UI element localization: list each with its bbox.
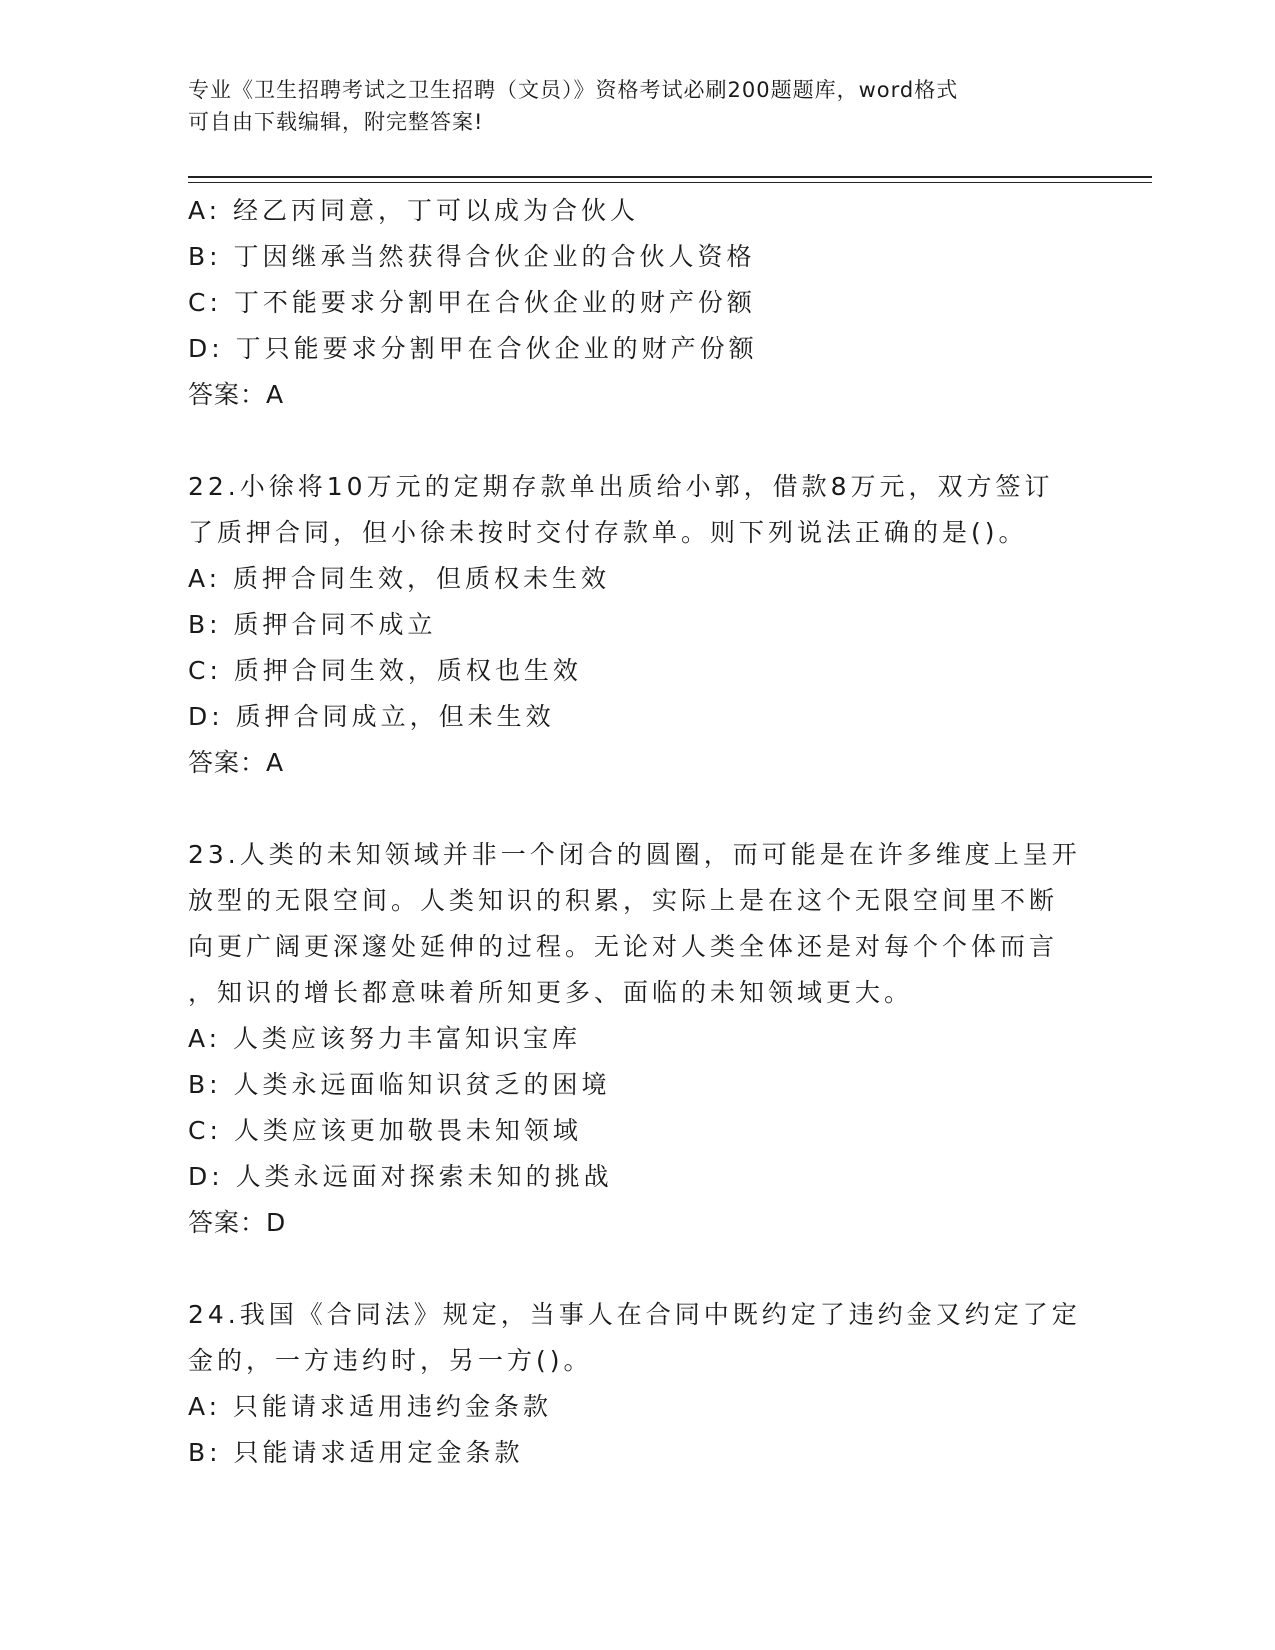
option-b: B: 丁因继承当然获得合伙企业的合伙人资格	[188, 242, 756, 271]
option-d: D: 人类永远面对探索未知的挑战	[188, 1162, 613, 1191]
document-header: 专业《卫生招聘考试之卫生招聘（文员）》资格考试必刷200题题库，word格式 可自由下载编辑，附完整答案!	[188, 78, 959, 134]
answer: 答案：A	[188, 380, 285, 409]
option-b: B: 只能请求适用定金条款	[188, 1438, 524, 1467]
option-d: D: 丁只能要求分割甲在合伙企业的财产份额	[188, 334, 758, 363]
option-b: B: 质押合同不成立	[188, 610, 437, 639]
option-c: C: 丁不能要求分割甲在合伙企业的财产份额	[188, 288, 756, 317]
option-c: C: 人类应该更加敬畏未知领域	[188, 1116, 582, 1145]
question-content	[188, 188, 1081, 1476]
question-stem-line: ，知识的增长都意味着所知更多、面临的未知领域更大。	[188, 978, 914, 1007]
question-24	[188, 1292, 1081, 1476]
question-stem-line: 23.人类的未知领域并非一个闭合的圆圈，而可能是在许多维度上呈开	[188, 840, 1081, 869]
header-rule-thick	[188, 176, 1152, 178]
question-22	[188, 464, 1078, 786]
answer: 答案：D	[188, 1208, 287, 1237]
option-b: B: 人类永远面临知识贫乏的困境	[188, 1070, 611, 1099]
option-d: D: 质押合同成立，但未生效	[188, 702, 555, 731]
question-stem-line: 金的，一方违约时，另一方()。	[188, 1346, 593, 1375]
question-stem-line: 向更广阔更深邃处延伸的过程。无论对人类全体还是对每个个体而言	[188, 932, 1059, 961]
option-a: A: 质押合同生效，但质权未生效	[188, 564, 611, 593]
question-stem-line: 放型的无限空间。人类知识的积累，实际上是在这个无限空间里不断	[188, 886, 1059, 915]
question-23	[188, 832, 1081, 1246]
question-stem-line: 了质押合同，但小徐未按时交付存款单。则下列说法正确的是()。	[188, 518, 1028, 547]
header-rule-thin	[188, 182, 1152, 183]
option-a: A: 只能请求适用违约金条款	[188, 1392, 553, 1421]
option-c: C: 质押合同生效，质权也生效	[188, 656, 582, 685]
answer: 答案：A	[188, 748, 285, 777]
question-21	[188, 188, 1078, 418]
option-a: A: 人类应该努力丰富知识宝库	[188, 1024, 582, 1053]
option-a: A: 经乙丙同意，丁可以成为合伙人	[188, 196, 640, 225]
question-stem-line: 24.我国《合同法》规定，当事人在合同中既约定了违约金又约定了定	[188, 1300, 1081, 1329]
question-stem-line: 22.小徐将10万元的定期存款单出质给小郭，借款8万元，双方签订	[188, 472, 1054, 501]
